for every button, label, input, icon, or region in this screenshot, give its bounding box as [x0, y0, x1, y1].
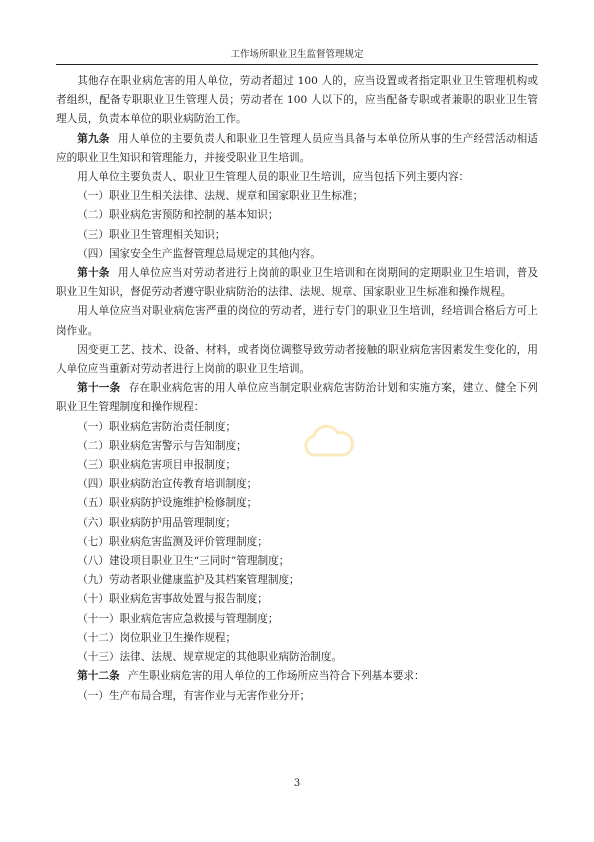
list-item: （十三）法律、法规、规章规定的其他职业病防治制度。 — [77, 651, 343, 664]
list-item: （三）职业卫生管理相关知识； — [77, 228, 226, 241]
paragraph: 用人单位应当对职业病危害严重的岗位的劳动者，进行专门的职业卫生培训，经培训合格后方可上岗作业。 — [56, 305, 538, 337]
article-9 — [56, 130, 538, 168]
page-number: 3 — [293, 778, 301, 789]
list-item: （三）职业病危害项目申报制度； — [77, 459, 237, 472]
article-text: 产生职业病危害的用人单位的工作场所应当符合下列基本要求： — [128, 670, 425, 683]
list-item: （一）职业病危害防治责任制度； — [77, 420, 237, 433]
paragraph-text: 用人单位主要负责人、职业卫生管理人员的职业卫生培训，应当包括下列主要内容： — [77, 171, 470, 184]
list-item: （八）建设项目职业卫生“三同时”管理制度； — [77, 555, 290, 568]
article-number: 第十二条 — [77, 670, 120, 683]
article-10 — [56, 264, 538, 302]
article-number: 第九条 — [77, 132, 110, 145]
page-header — [56, 48, 538, 65]
article-text: 存在职业病危害的用人单位应当制定职业病危害防治计划和实施方案，建立、健全下列职业卫生管理制度和操作规程： — [56, 382, 539, 414]
cloud-watermark-icon — [298, 415, 358, 475]
list-item: （二）职业病危害预防和控制的基本知识； — [77, 209, 279, 222]
article-11 — [56, 379, 538, 417]
list-item: （十二）岗位职业卫生操作规程； — [77, 631, 237, 644]
document-body — [56, 72, 538, 706]
list-item: （二）职业病危害警示与告知制度； — [77, 439, 247, 452]
list-item: （一）职业卫生相关法律、法规、规章和国家职业卫生标准； — [77, 190, 364, 203]
list-item: （七）职业病危害监测及评价管理制度； — [77, 535, 268, 548]
list-item: （一）生产布局合理，有害作业与无害作业分开； — [77, 689, 311, 702]
list-item: （十）职业病危害事故处置与报告制度； — [77, 593, 268, 606]
list-item: （四）职业病防治宣传教育培训制度； — [77, 478, 258, 491]
article-number: 第十条 — [77, 267, 110, 280]
paragraph: 因变更工艺、技术、设备、材料，或者岗位调整导致劳动者接触的职业病危害因素发生变化的，用人单位应当重新对劳动者进行上岗前的职业卫生培训。 — [56, 343, 538, 376]
list-item: （六）职业病防护用品管理制度； — [77, 516, 237, 529]
header-title: 工作场所职业卫生监督管理规定 — [230, 49, 364, 60]
article-number: 第十一条 — [77, 382, 121, 395]
list-item: （十一）职业病危害应急救援与管理制度； — [77, 612, 279, 625]
paragraph-text: 其他存在职业病危害的用人单位，劳动者超过 100 人的，应当设置或者指定职业卫生管理机构或者组织，配备专职职业卫生管理人员；劳动者在 100 人以下的，应当配备专职或者兼职的职业卫生管理人员，负责本单位的职业病防治工作。 — [56, 75, 538, 126]
article-text: 用人单位应当对劳动者进行上岗前的职业卫生培训和在岗期间的定期职业卫生培训，普及职业卫生知识，督促劳动者遵守职业病防治的法律、法规、规章、国家职业卫生标准和操作规程。 — [56, 267, 539, 299]
list-item: （五）职业病防护设施维护检修制度； — [77, 497, 258, 510]
paragraph — [56, 168, 538, 187]
paragraph — [56, 72, 538, 130]
article-text: 用人单位的主要负责人和职业卫生管理人员应当具备与本单位所从事的生产经营活动相适应的职业卫生知识和管理能力，并接受职业卫生培训。 — [56, 132, 539, 164]
article-12 — [56, 667, 538, 686]
list-item: （四）国家安全生产监督管理总局规定的其他内容。 — [77, 247, 321, 260]
list-item: （九）劳动者职业健康监护及其档案管理制度； — [77, 574, 300, 587]
